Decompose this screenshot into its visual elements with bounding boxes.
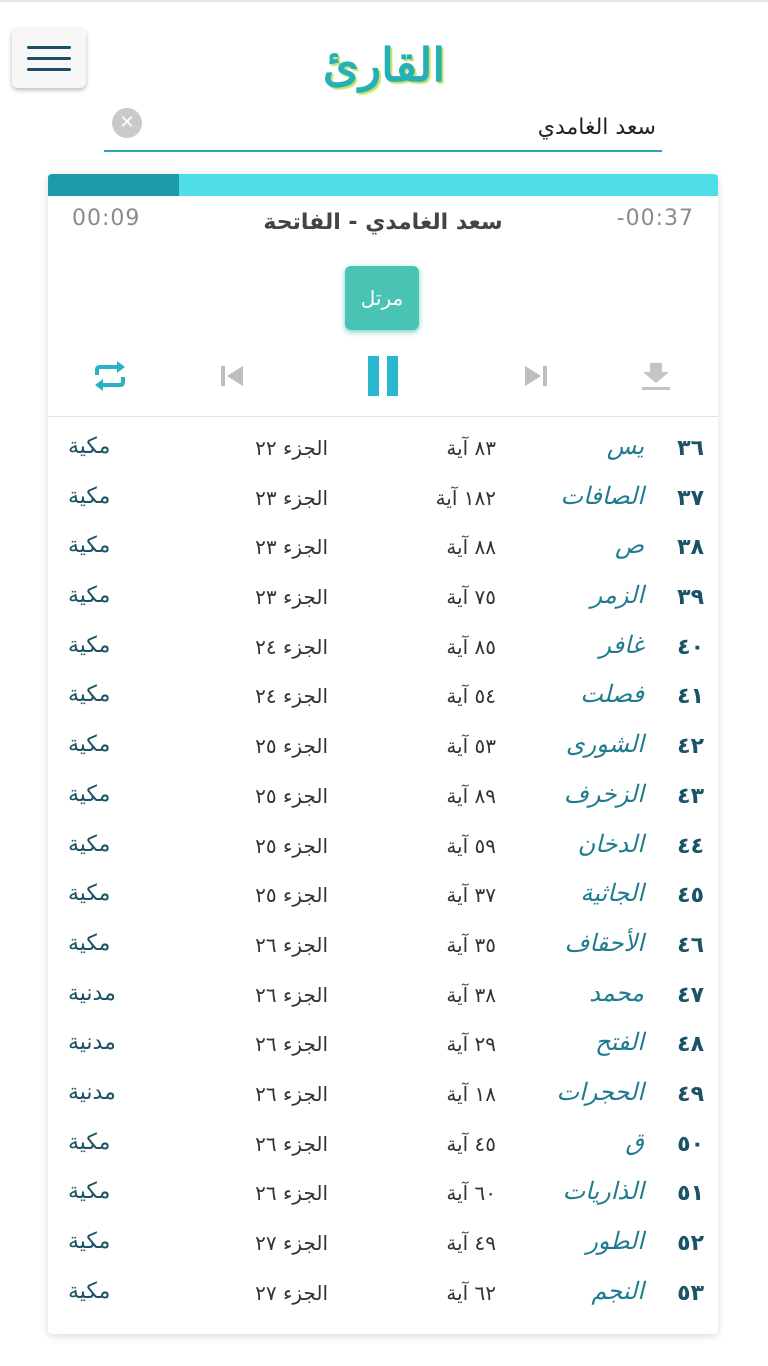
surah-name: الجاثية	[580, 879, 644, 908]
pause-button[interactable]	[362, 354, 404, 398]
surah-number: ٤١	[677, 684, 704, 710]
surah-row[interactable]	[48, 575, 718, 625]
surah-juz: الجزء ٢٥	[255, 833, 328, 858]
surah-type: مدنية	[68, 980, 116, 1006]
surah-juz: الجزء ٢٧	[255, 1231, 328, 1255]
surah-juz: الجزء ٢٣	[255, 485, 328, 510]
surah-juz: الجزء ٢٢	[255, 436, 328, 460]
surah-ayat-count: ٣٧ آية	[446, 883, 496, 908]
surah-number: ٥٣	[677, 1280, 704, 1306]
repeat-button[interactable]	[88, 354, 132, 398]
surah-number: ٤٦	[677, 932, 704, 958]
player-card	[48, 174, 718, 1334]
surah-row[interactable]	[48, 1271, 718, 1321]
surah-type: مكية	[68, 1278, 111, 1304]
track-title: سعد الغامدي - الفاتحة	[263, 210, 503, 235]
surah-type: مكية	[68, 533, 111, 559]
surah-ayat-count: ٥٩ آية	[446, 833, 496, 858]
surah-row[interactable]	[48, 1122, 718, 1172]
surah-name: الطور	[586, 1227, 644, 1255]
surah-name: الشورى	[565, 730, 644, 759]
surah-row[interactable]	[48, 525, 718, 575]
next-button[interactable]	[516, 354, 556, 398]
surah-juz: الجزء ٢٥	[255, 734, 328, 759]
surah-ayat-count: ٦٢ آية	[446, 1280, 496, 1305]
pause-icon	[366, 354, 400, 398]
surah-type: مكية	[68, 682, 111, 708]
surah-number: ٥٠	[677, 1131, 704, 1157]
surah-type: مكية	[68, 930, 111, 956]
surah-ayat-count: ١٨٢ آية	[435, 485, 496, 510]
surah-name: الفتح	[595, 1028, 644, 1057]
surah-list	[48, 426, 718, 1320]
surah-row[interactable]	[48, 426, 718, 476]
surah-ayat-count: ١٨ آية	[446, 1081, 496, 1106]
surah-row[interactable]	[48, 724, 718, 774]
surah-juz: الجزء ٢٤	[255, 684, 328, 709]
surah-row[interactable]	[48, 973, 718, 1023]
surah-type: مدنية	[68, 1030, 116, 1056]
surah-row[interactable]	[48, 1022, 718, 1072]
download-button[interactable]	[636, 354, 676, 398]
surah-row[interactable]	[48, 476, 718, 526]
surah-number: ٣٧	[677, 485, 704, 511]
surah-row[interactable]	[48, 774, 718, 824]
surah-juz: الجزء ٢٦	[255, 1032, 328, 1057]
surah-juz: الجزء ٢٦	[255, 932, 328, 957]
surah-juz: الجزء ٢٤	[255, 634, 328, 659]
surah-ayat-count: ٤٩ آية	[446, 1231, 496, 1255]
surah-row[interactable]	[48, 1171, 718, 1221]
surah-type: مكية	[68, 1179, 111, 1205]
search-input[interactable]	[254, 108, 658, 146]
surah-name: الدخان	[577, 829, 644, 858]
surah-row[interactable]	[48, 1072, 718, 1122]
repeat-icon	[91, 359, 129, 393]
surah-number: ٤٧	[677, 982, 704, 1008]
progress-fill	[48, 174, 179, 196]
surah-type: مكية	[68, 1229, 111, 1254]
surah-ayat-count: ٥٣ آية	[446, 734, 496, 759]
surah-row[interactable]	[48, 625, 718, 675]
surah-name: الصافات	[560, 481, 644, 510]
surah-name: ق	[625, 1127, 644, 1156]
surah-type: مكية	[68, 831, 111, 857]
surah-type: مكية	[68, 483, 111, 509]
surah-type: مكية	[68, 434, 111, 459]
surah-juz: الجزء ٢٣	[255, 585, 328, 610]
surah-juz: الجزء ٢٦	[255, 1131, 328, 1156]
surah-ayat-count: ٤٥ آية	[446, 1131, 496, 1156]
surah-row[interactable]	[48, 1221, 718, 1271]
surah-juz: الجزء ٢٦	[255, 1081, 328, 1106]
next-icon	[522, 363, 550, 389]
surah-name: الحجرات	[556, 1077, 644, 1106]
surah-type: مكية	[68, 583, 111, 609]
surah-ayat-count: ٥٤ آية	[446, 684, 496, 709]
surah-type: مكية	[68, 632, 111, 658]
surah-ayat-count: ٨٣ آية	[446, 436, 496, 460]
surah-name: الزمر	[590, 581, 644, 610]
surah-type: مكية	[68, 732, 111, 758]
surah-name: يس	[606, 432, 644, 460]
surah-number: ٥١	[677, 1181, 704, 1207]
surah-number: ٣٩	[677, 585, 704, 611]
surah-juz: الجزء ٢٥	[255, 783, 328, 808]
app-title: القارئ	[322, 38, 446, 92]
surah-number: ٤٥	[677, 883, 704, 909]
surah-name: محمد	[589, 978, 644, 1007]
surah-number: ٤٩	[677, 1081, 704, 1107]
recitation-mode-button[interactable]: مرتل	[345, 266, 419, 330]
surah-ayat-count: ٨٥ آية	[446, 634, 496, 659]
remaining-time: -00:37	[616, 206, 694, 231]
surah-number: ٣٦	[677, 436, 704, 461]
surah-name: الذاريات	[562, 1177, 644, 1206]
surah-number: ٤٣	[677, 783, 704, 809]
surah-ayat-count: ٧٥ آية	[446, 585, 496, 610]
surah-row[interactable]	[48, 923, 718, 973]
surah-number: ٣٨	[677, 535, 704, 561]
surah-ayat-count: ٦٠ آية	[446, 1181, 496, 1206]
surah-number: ٥٢	[677, 1231, 704, 1256]
surah-type: مكية	[68, 881, 111, 907]
surah-row[interactable]	[48, 824, 718, 874]
surah-name: النجم	[591, 1276, 644, 1305]
surah-ayat-count: ٨٨ آية	[446, 535, 496, 560]
surah-ayat-count: ٢٩ آية	[446, 1032, 496, 1057]
download-icon	[639, 361, 673, 391]
progress-bar[interactable]	[48, 174, 718, 196]
search-bar	[104, 104, 662, 152]
surah-number: ٤٤	[677, 833, 704, 859]
top-divider	[0, 0, 768, 2]
surah-juz: الجزء ٢٧	[255, 1280, 328, 1305]
surah-number: ٤٨	[677, 1032, 704, 1058]
surah-name: غافر	[599, 630, 644, 659]
surah-number: ٤٠	[677, 634, 704, 660]
surah-type: مكية	[68, 781, 111, 807]
surah-juz: الجزء ٢٣	[255, 535, 328, 560]
surah-ayat-count: ٣٨ آية	[446, 982, 496, 1007]
previous-icon	[218, 363, 246, 389]
surah-ayat-count: ٨٩ آية	[446, 783, 496, 808]
surah-juz: الجزء ٢٥	[255, 883, 328, 908]
surah-name: الأحقاف	[564, 928, 644, 957]
surah-number: ٤٢	[677, 734, 704, 760]
previous-button[interactable]	[212, 354, 252, 398]
surah-juz: الجزء ٢٦	[255, 982, 328, 1007]
clear-search-icon[interactable]: ✕	[112, 108, 142, 138]
surah-name: ص	[614, 531, 644, 560]
surah-row[interactable]	[48, 873, 718, 923]
surah-row[interactable]	[48, 674, 718, 724]
elapsed-time: 00:09	[72, 206, 141, 231]
surah-type: مدنية	[68, 1079, 116, 1105]
surah-name: الزخرف	[563, 779, 644, 808]
surah-juz: الجزء ٢٦	[255, 1181, 328, 1206]
surah-name: فصلت	[580, 680, 644, 709]
controls-divider	[48, 416, 718, 417]
surah-type: مكية	[68, 1129, 111, 1155]
surah-ayat-count: ٣٥ آية	[446, 932, 496, 957]
